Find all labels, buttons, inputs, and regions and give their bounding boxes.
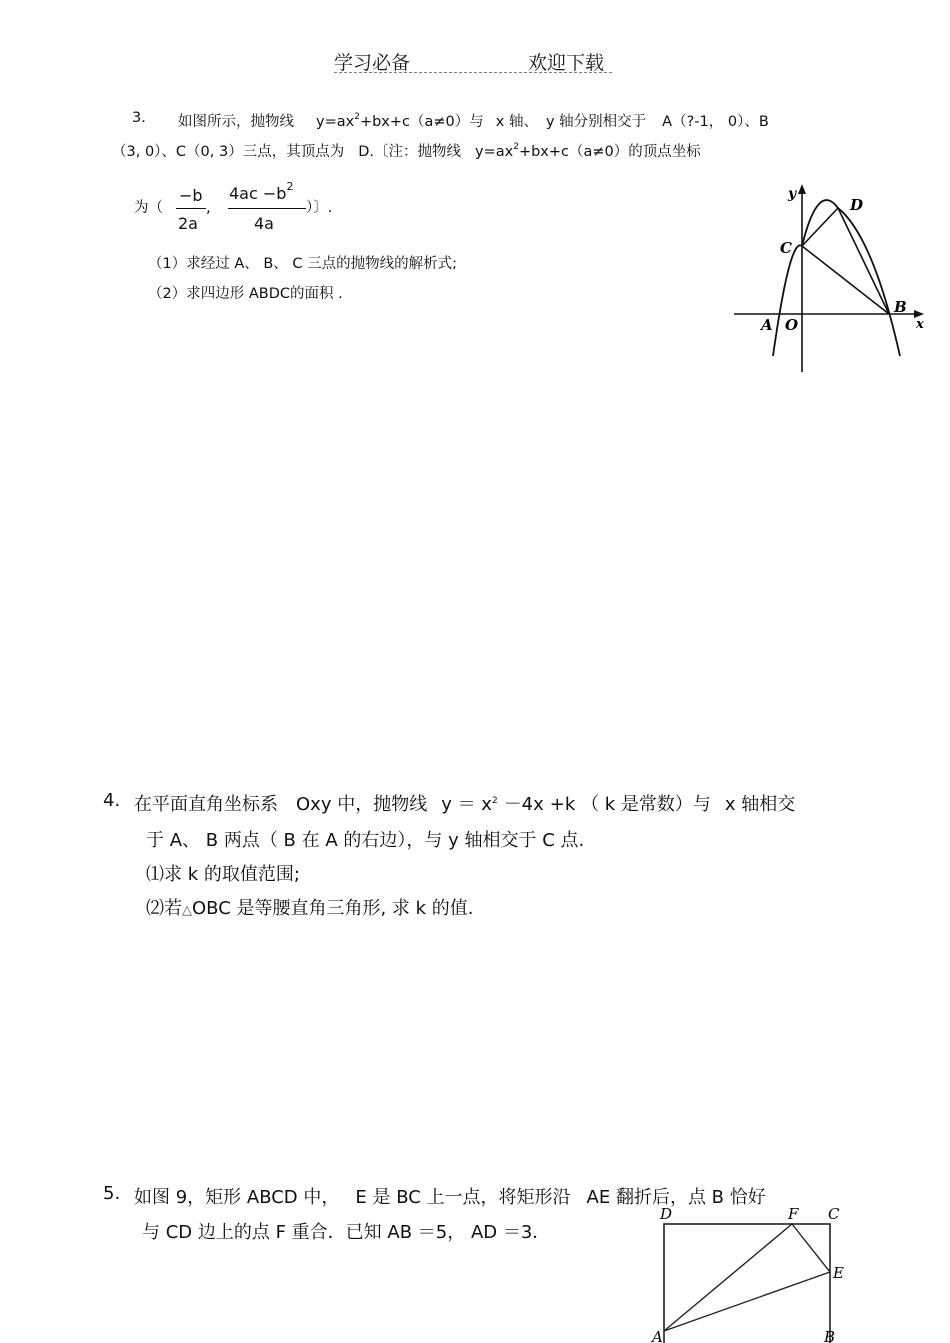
label-y: y — [788, 186, 797, 202]
segment-db — [838, 208, 889, 314]
problem-3-question-1: （1）求经过 A、 B、 C 三点的抛物线的解析式; — [148, 256, 458, 272]
fraction1-numerator: −b — [179, 186, 203, 205]
vertex-suffix: ）〕. — [306, 200, 333, 216]
segment-ae — [664, 1272, 830, 1331]
label-a: A — [761, 316, 773, 334]
label-a: A — [652, 1328, 663, 1343]
segment-af — [664, 1224, 792, 1331]
label-e: E — [833, 1264, 844, 1282]
y-axis-arrow-icon — [798, 184, 806, 194]
label-b: B — [824, 1328, 836, 1343]
problem-4-question-2: ⑵若△OBC 是等腰直角三角形, 求 k 的值. — [146, 898, 474, 919]
vertex-comma: , — [206, 198, 211, 216]
problem-4-number: 4. — [103, 790, 121, 811]
problem-4-question-1: ⑴求 k 的取值范围; — [146, 864, 300, 885]
label-c: C — [828, 1205, 840, 1223]
label-x: x — [916, 317, 924, 332]
label-d: D — [850, 196, 864, 214]
label-d: D — [660, 1205, 673, 1223]
label-c: C — [780, 239, 792, 257]
problem-3-line2: （3, 0）、C（0, 3）三点，其顶点为 D.〔注：抛物线 $y=ax^2+bx+c(a\ne 0)$的顶点坐标 — [112, 142, 701, 160]
header-dashed-line — [334, 72, 612, 73]
triangle-icon: △ — [182, 903, 192, 918]
fraction2-bar — [228, 208, 306, 209]
fraction1-bar — [176, 208, 206, 209]
label-f: F — [788, 1205, 799, 1223]
rectangle-figure — [648, 1200, 848, 1343]
problem-3-line1: 如图所示，抛物线 $y=ax^2+bx+c(a\ne 0)$与 x 轴、 y 轴分别相交于 A（?-1， 0）、B — [178, 112, 769, 130]
problem-5-line2: 与 CD 边上的点 F 重合．已知 AB ＝5， AD ＝3． — [142, 1222, 551, 1243]
problem-3-question-2: （2）求四边形 ABDC的面积 . — [148, 286, 343, 302]
rectangle-abcd — [664, 1224, 830, 1343]
header-right: 欢迎下载 — [528, 52, 605, 74]
segment-fe — [792, 1224, 830, 1272]
label-b: B — [894, 298, 907, 316]
problem-3-number: 3. — [132, 110, 146, 126]
vertex-prefix: 为（ — [134, 200, 163, 216]
fraction1-denominator: 2a — [178, 214, 198, 233]
label-o: O — [785, 316, 799, 334]
segment-cb — [802, 246, 889, 314]
parabola-figure — [728, 176, 934, 376]
problem-5-number: 5. — [103, 1183, 121, 1204]
fraction2-denominator: 4a — [254, 214, 274, 233]
problem-4-line1: 在平面直角坐标系 Oxy 中，抛物线 $y = x^2 -4x +k$ （ k 是常数）与 x 轴相交 — [134, 794, 796, 815]
problem-4-line2: 于 A、 B 两点（ B 在 A 的右边），与 y 轴相交于 C 点. — [146, 830, 585, 851]
problem-5-line1: 如图 9，矩形 ABCD 中， E 是 BC 上一点，将矩形沿 AE 翻折后，点 B 恰好 — [134, 1187, 766, 1208]
fraction2-numerator: $4ac -b^2$ — [229, 180, 294, 203]
header-left: 学习必备 — [334, 52, 411, 74]
